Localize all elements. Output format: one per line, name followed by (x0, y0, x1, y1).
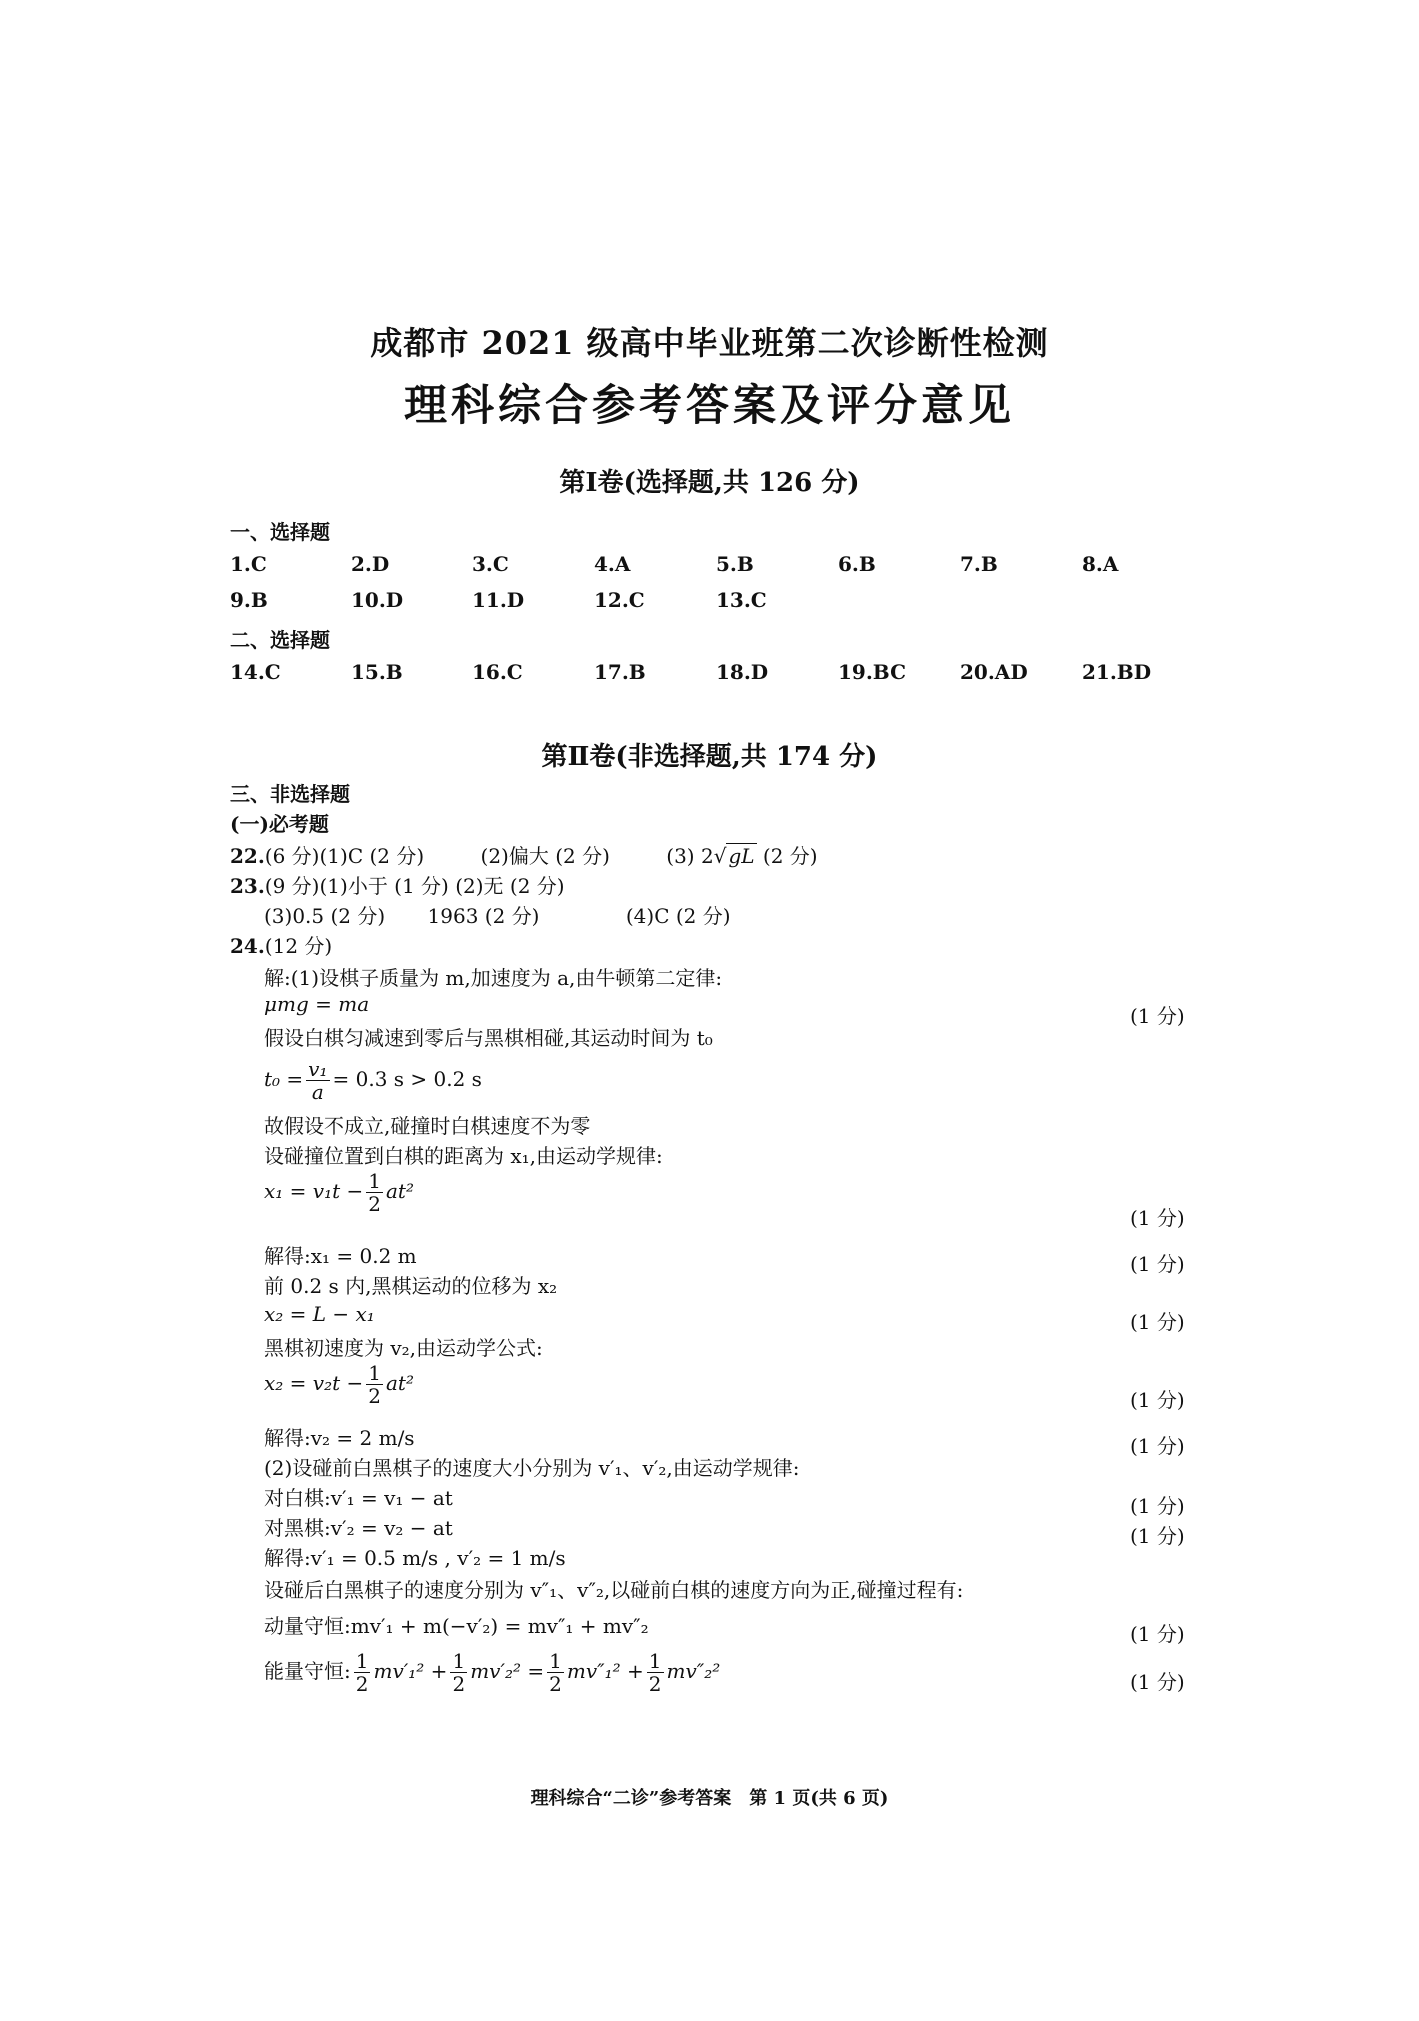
equation-line: x₁ = v₁t − $\frac{1}{2}$ at² (264, 1169, 414, 1216)
fraction: $\frac{1}{2}$ (549, 1649, 562, 1696)
question-24: 24.(12 分) (230, 934, 333, 958)
question-number: 22. (230, 844, 265, 868)
solution-line: 假设白棋匀减速到零后与黑棋相碰,其运动时间为 t₀ (264, 1026, 713, 1050)
solution-line: 设碰后白黑棋子的速度分别为 v″₁、v″₂,以碰前白棋的速度方向为正,碰撞过程有: (264, 1578, 964, 1602)
solution-line: 前 0.2 s 内,黑棋运动的位移为 x₂ (264, 1274, 558, 1298)
question-22: 22.(6 分)(1)C (2 分) (2)偏大 (2 分) (3) 2√ gL (2 分) (230, 844, 818, 868)
answer-item: 5.B (716, 552, 754, 576)
volume-2-heading: 第Ⅱ卷(非选择题,共 174 分) (541, 742, 878, 772)
solution-line: 黑棋初速度为 v₂,由运动学公式: (264, 1336, 543, 1360)
solution-line: 动量守恒:mv′₁ + m(−v′₂) = mv″₁ + mv″₂ (264, 1614, 649, 1638)
exam-title: 成都市 2021 级高中毕业班第二次诊断性检测 (370, 324, 1049, 362)
equation-line: μmg = ma (264, 992, 370, 1016)
section-2-heading: 二、选择题 (230, 628, 330, 652)
score-mark: (1 分) (1130, 1434, 1185, 1458)
fraction: $\frac{1}{2}$ (648, 1649, 662, 1696)
answer-item: 8.A (1082, 552, 1119, 576)
fraction: $\frac{1}{2}$ (355, 1649, 369, 1696)
answer-item: 6.B (838, 552, 876, 576)
answer-key-title: 理科综合参考答案及评分意见 (404, 381, 1015, 431)
answer-item: 3.C (472, 552, 509, 576)
solution-line: 解得:x₁ = 0.2 m (264, 1244, 417, 1268)
answer-item: 10.D (351, 588, 404, 612)
score-mark: (1 分) (1130, 1004, 1185, 1028)
question-number: 23. (230, 874, 265, 898)
solution-line: 解:(1)设棋子质量为 m,加速度为 a,由牛顿第二定律: (264, 966, 723, 990)
score-mark: (1 分) (1130, 1388, 1185, 1412)
answer-item: 1.C (230, 552, 267, 576)
score-mark: (1 分) (1130, 1494, 1185, 1518)
question-23-part-2: (3)0.5 (2 分) 1963 (2 分) (4)C (2 分) (264, 904, 731, 928)
solution-line: 设碰撞位置到白棋的距离为 x₁,由运动学规律: (264, 1144, 663, 1168)
equation-line: t₀ = $\frac{\text{v₁}}{a}$ = 0.3 s > 0.2 s (264, 1057, 482, 1104)
answer-item: 11.D (472, 588, 525, 612)
score-mark: (1 分) (1130, 1670, 1185, 1694)
question-number: 24. (230, 934, 265, 958)
solution-line: (2)设碰前白黑棋子的速度大小分别为 v′₁、v′₂,由运动学规律: (264, 1456, 800, 1480)
volume-1-heading: 第Ⅰ卷(选择题,共 126 分) (559, 468, 860, 498)
solution-line: 对白棋:v′₁ = v₁ − at (264, 1486, 453, 1510)
answer-item: 12.C (594, 588, 645, 612)
solution-line: 解得:v′₁ = 0.5 m/s , v′₂ = 1 m/s (264, 1546, 566, 1570)
score-mark: (1 分) (1130, 1206, 1185, 1230)
equation-line: x₂ = L − x₁ (264, 1302, 375, 1326)
fraction: $\frac{\text{v₁}}{a}$ (308, 1057, 328, 1104)
answer-item: 15.B (351, 660, 403, 684)
answer-item: 7.B (960, 552, 998, 576)
question-23: 23.(9 分)(1)小于 (1 分) (2)无 (2 分) (230, 874, 565, 898)
answer-item: 21.BD (1082, 660, 1152, 684)
answer-item: 14.C (230, 660, 281, 684)
answer-item: 19.BC (838, 660, 906, 684)
radicand: gL (728, 844, 755, 868)
answer-item: 16.C (472, 660, 523, 684)
score-mark: (1 分) (1130, 1252, 1185, 1276)
equation-line: 能量守恒: $\frac{1}{2}$ mv′₁² + $\frac{1}{2}$ mv′₂² = $\frac{1}{2}$ mv″₁² + $\frac{1}{2}$ mv″₂² (264, 1649, 721, 1696)
answer-item: 20.AD (960, 660, 1028, 684)
score-mark: (1 分) (1130, 1310, 1185, 1334)
fraction: $\frac{1}{2}$ (368, 1169, 381, 1216)
section-3-heading: 三、非选择题 (230, 782, 350, 806)
answer-item: 18.D (716, 660, 769, 684)
answer-item: 4.A (594, 552, 631, 576)
score-mark: (1 分) (1130, 1524, 1185, 1548)
section-1-heading: 一、选择题 (230, 520, 330, 544)
score-mark: (1 分) (1130, 1622, 1185, 1646)
answer-item: 17.B (594, 660, 646, 684)
answer-item: 9.B (230, 588, 268, 612)
equation-line: x₂ = v₂t − $\frac{1}{2}$ at² (264, 1361, 414, 1408)
solution-line: 故假设不成立,碰撞时白棋速度不为零 (264, 1114, 591, 1138)
solution-line: 对黑棋:v′₂ = v₂ − at (264, 1516, 453, 1540)
answer-item: 2.D (351, 552, 390, 576)
required-questions-heading: (一)必考题 (230, 812, 329, 836)
fraction: $\frac{1}{2}$ (368, 1361, 381, 1408)
fraction: $\frac{1}{2}$ (452, 1649, 466, 1696)
answer-item: 13.C (716, 588, 767, 612)
page-footer: 理科综合“二诊”参考答案 第 1 页(共 6 页) (530, 1788, 889, 1809)
solution-line: 解得:v₂ = 2 m/s (264, 1426, 415, 1450)
